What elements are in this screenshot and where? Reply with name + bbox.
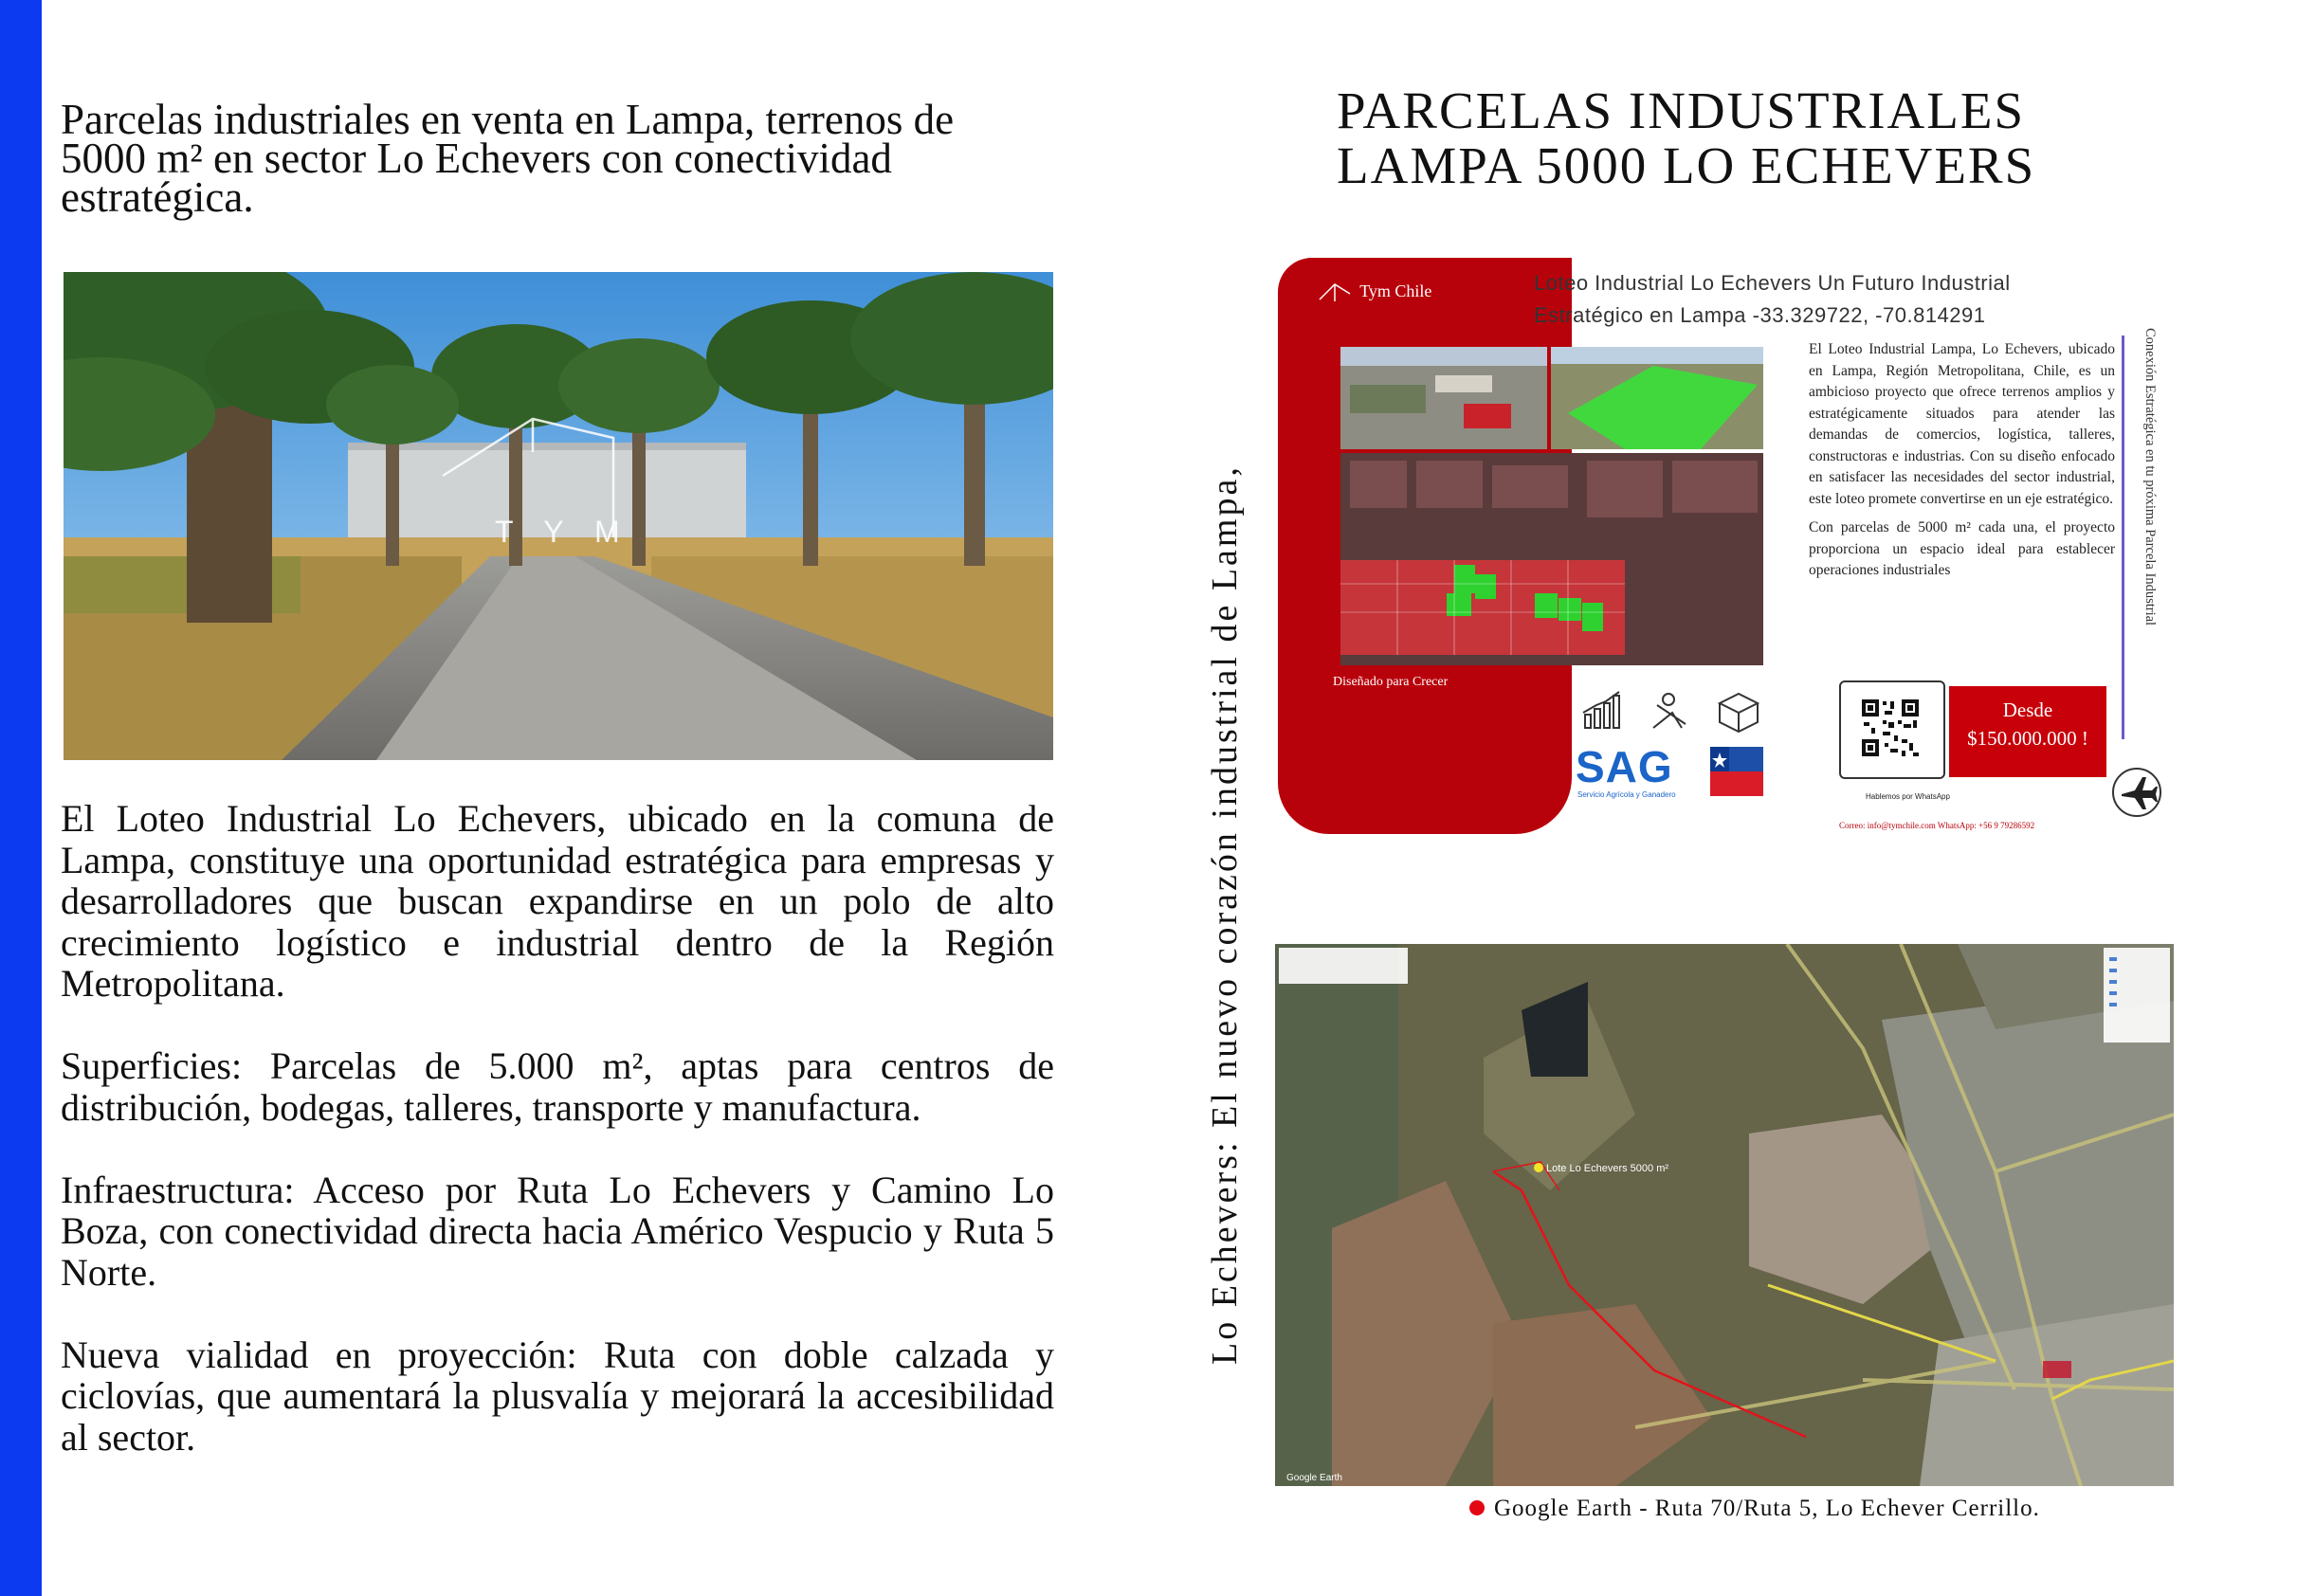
left-body-text <box>61 798 1054 1499</box>
map-pin-label: Lote Lo Echevers 5000 m² <box>1546 1163 1669 1174</box>
title-line-2: LAMPA 5000 LO ECHEVERS <box>1337 136 2036 194</box>
photo-watermark: T Y M <box>495 515 631 549</box>
palm-road-photo <box>64 272 1053 760</box>
map-caption <box>1469 1496 2040 1522</box>
paragraph-intro: El Loteo Industrial Lo Echevers, ubicado en la comuna de Lampa, constituye una oportunidad estratégica para empresas y desarrolladores que buscan expandirse en un polo de alto crecimiento logístico e industrial dentro de la Región Metropolitana. <box>61 797 1054 1005</box>
title-line-1: PARCELAS INDUSTRIALES <box>1337 82 2026 139</box>
brochure-description <box>1809 339 2115 589</box>
tym-chile-logo <box>1318 281 1431 305</box>
google-earth-attribution: Google Earth <box>1286 1473 1342 1483</box>
paragraph-superficies: Superficies: Parcelas de 5.000 m², aptas para centros de distribución, bodegas, talleres, transporte y manufactura. <box>61 1044 1054 1129</box>
route-icon <box>1653 694 1686 728</box>
heading-line-1: Loteo Industrial Lo Echevers Un Futuro Industrial <box>1534 271 2011 295</box>
brochure-desc-p1: El Loteo Industrial Lampa, Lo Echevers, ubicado en Lampa, Región Metropolitana, Chile, es un ambicioso proyecto que ofrece terrenos amplios y estratégicamente situados para atender las demandas de comercios, logística, talleres, constructoras e industrias. Con su diseño enfocado en satisfacer las necesidades del sector industrial, este loteo promete convertirse en un eje estratégico. <box>1809 341 2115 507</box>
side-vertical-text: Conexión Estratégica en tu próxima Parcela Industrial <box>2142 328 2158 626</box>
paragraph-infraestructura: Infraestructura: Acceso por Ruta Lo Echevers y Camino Lo Boza, con conectividad directa hacia Américo Vespucio y Ruta 5 Norte. <box>61 1168 1054 1294</box>
brochure-desc-p2: Con parcelas de 5000 m² cada una, el proyecto proporciona un espacio ideal para establecer operaciones industriales <box>1809 519 2115 578</box>
left-blue-bar <box>0 0 42 1596</box>
brochure-flyer <box>1272 254 2175 840</box>
right-page-title <box>1337 83 2285 193</box>
airplane-icon <box>2110 766 2163 819</box>
side-divider <box>2122 336 2124 739</box>
vertical-tagline: Lo Echevers: El nuevo corazón industrial de Lampa, <box>1205 464 1245 1365</box>
brand-name: Tym Chile <box>1359 281 1432 301</box>
left-page-title: Parcelas industriales en venta en Lampa, terrenos de 5000 m² en sector Lo Echevers con conectividad estratégica. <box>61 96 955 221</box>
contact-info: Correo: info@tymchile.com WhatsApp: +56 9 79286592 <box>1839 821 2035 830</box>
price-badge <box>1949 686 2106 777</box>
heading-line-2: Estratégico en Lampa -33.329722, -70.814291 <box>1534 303 1986 327</box>
paragraph-vialidad: Nueva vialidad en proyección: Ruta con doble calzada y ciclovías, que aumentará la plusvalía y mejorará la accesibilidad al sector. <box>61 1333 1054 1459</box>
red-dot-icon <box>1469 1500 1485 1515</box>
satellite-map[interactable] <box>1275 944 2174 1486</box>
aerial-lot-images <box>1340 347 1763 665</box>
house-logo-icon <box>1318 281 1356 305</box>
price-value: $150.000.000 ! <box>1967 727 2088 750</box>
brochure-heading <box>1534 267 2141 332</box>
qr-caption: Hablemos por WhatsApp <box>1866 792 1950 801</box>
map-caption-text: Google Earth - Ruta 70/Ruta 5, Lo Echever Cerrillo. <box>1494 1496 2040 1521</box>
tagline-disenado: Diseñado para Crecer <box>1333 675 1449 689</box>
whatsapp-qr-code[interactable] <box>1839 680 1945 779</box>
sag-logo-subtitle: Servicio Agrícola y Ganadero <box>1577 790 1676 799</box>
price-label: Desde <box>2002 698 2053 721</box>
sag-logo: SAG <box>1576 742 1673 791</box>
chart-icon <box>1583 692 1619 728</box>
feature-icons <box>1577 686 1767 734</box>
gobierno-logo-icon <box>1710 747 1763 796</box>
box-icon <box>1720 694 1758 732</box>
